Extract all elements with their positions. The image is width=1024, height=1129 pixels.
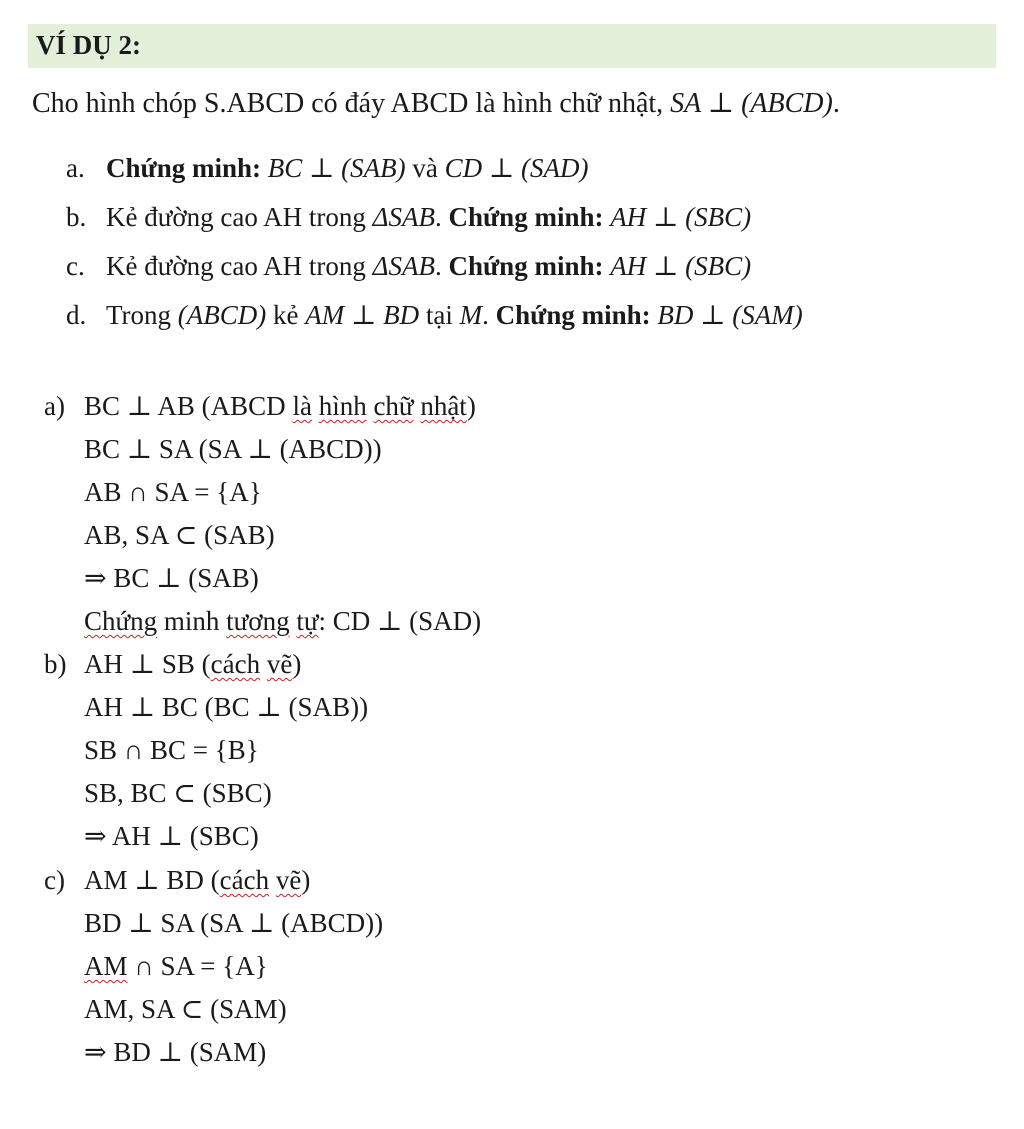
problem-end-dot: . xyxy=(832,88,840,119)
task-math: BD ⊥ (SAM) xyxy=(657,300,803,330)
solution-line: ⇒ BD ⊥ (SAM) xyxy=(84,1037,267,1067)
solution-line: ⇒ BC ⊥ (SAB) xyxy=(84,563,259,593)
problem-text: Cho hình chóp S.ABCD có đáy ABCD là hình chữ nhật, xyxy=(32,88,671,119)
solution-line xyxy=(84,391,476,422)
spellcheck-word: hình xyxy=(318,391,367,421)
task-c xyxy=(66,251,751,282)
example-title: VÍ DỤ 2: xyxy=(36,30,141,60)
task-marker: b. xyxy=(66,202,87,232)
solution-line: ⇒ AH ⊥ (SBC) xyxy=(84,821,259,851)
task-a xyxy=(66,153,588,184)
solution-c-label: c) xyxy=(44,865,65,895)
task-d xyxy=(66,300,803,331)
solution-text: ) xyxy=(301,865,311,895)
task-text: Kẻ đường cao AH trong xyxy=(106,202,366,232)
solution-line: SB ∩ BC = {B} xyxy=(84,735,259,765)
solution-text xyxy=(269,865,276,895)
task-b xyxy=(66,202,751,233)
task-marker: d. xyxy=(66,300,87,330)
solution-text: : CD ⊥ (SAD) xyxy=(318,606,482,636)
task-text: kẻ xyxy=(273,300,299,330)
solution-text: ∩ SA = {A} xyxy=(127,951,268,981)
problem-statement xyxy=(32,86,840,120)
task-math: (ABCD) xyxy=(177,300,267,330)
spellcheck-word: nhật xyxy=(420,391,467,421)
solution-text: minh xyxy=(157,606,227,636)
spellcheck-word: AM xyxy=(84,951,128,981)
task-marker: a. xyxy=(66,153,85,183)
task-math: AH ⊥ (SBC) xyxy=(610,202,752,232)
solution-b-label: b) xyxy=(44,649,67,679)
spellcheck-word: tự xyxy=(296,606,319,636)
solution-text: ) xyxy=(292,649,302,679)
task-math: ΔSAB xyxy=(372,251,435,281)
solution-line: BD ⊥ SA (SA ⊥ (ABCD)) xyxy=(84,908,384,938)
solution-line: SB, BC ⊂ (SBC) xyxy=(84,778,272,808)
task-dot: . xyxy=(482,300,489,330)
spellcheck-word: cách xyxy=(219,865,270,895)
task-connector: và xyxy=(412,153,438,183)
spellcheck-word: cách xyxy=(210,649,261,679)
solution-line: AM, SA ⊂ (SAM) xyxy=(84,994,287,1024)
task-text: Trong xyxy=(106,300,172,330)
task-prove-label: Chứng minh: xyxy=(448,202,604,232)
spellcheck-word: Chứng xyxy=(84,606,158,636)
task-text: tại xyxy=(425,300,453,330)
task-math: BC ⊥ (SAB) xyxy=(267,153,406,183)
task-math: AM ⊥ BD xyxy=(305,300,420,330)
spellcheck-word: chữ xyxy=(373,391,414,421)
solution-line xyxy=(84,606,481,637)
task-text: Kẻ đường cao AH trong xyxy=(106,251,366,281)
solution-line: BC ⊥ SA (SA ⊥ (ABCD)) xyxy=(84,434,382,464)
solution-text xyxy=(260,649,267,679)
solution-text: AH ⊥ SB ( xyxy=(84,649,211,679)
spellcheck-word: vẽ xyxy=(275,865,302,895)
task-dot: . xyxy=(434,202,442,232)
solution-text: BC ⊥ AB (ABCD xyxy=(84,391,286,421)
problem-condition-math: SA ⊥ (ABCD) xyxy=(670,88,833,119)
solution-text: AM ⊥ BD ( xyxy=(84,865,220,895)
example-header-band xyxy=(28,24,996,68)
task-math: M xyxy=(459,300,483,330)
task-dot: . xyxy=(434,251,442,281)
solution-line: AH ⊥ BC (BC ⊥ (SAB)) xyxy=(84,692,369,722)
task-math: ΔSAB xyxy=(372,202,435,232)
task-math: CD ⊥ (SAD) xyxy=(444,153,589,183)
solution-line: AB, SA ⊂ (SAB) xyxy=(84,520,275,550)
spellcheck-word: là xyxy=(292,391,312,421)
task-marker: c. xyxy=(66,251,85,281)
task-math: AH ⊥ (SBC) xyxy=(610,251,752,281)
task-prove-label: Chứng minh: xyxy=(106,153,261,183)
solution-a-label: a) xyxy=(44,391,65,421)
solution-line: AB ∩ SA = {A} xyxy=(84,477,262,507)
solution-line xyxy=(84,951,268,982)
task-prove-label: Chứng minh: xyxy=(448,251,604,281)
solution-text: ) xyxy=(466,391,476,421)
solution-line xyxy=(84,865,310,896)
spellcheck-word: vẽ xyxy=(266,649,293,679)
spellcheck-word: tương xyxy=(226,606,290,636)
task-prove-label: Chứng minh: xyxy=(495,300,651,330)
solution-line xyxy=(84,649,301,680)
